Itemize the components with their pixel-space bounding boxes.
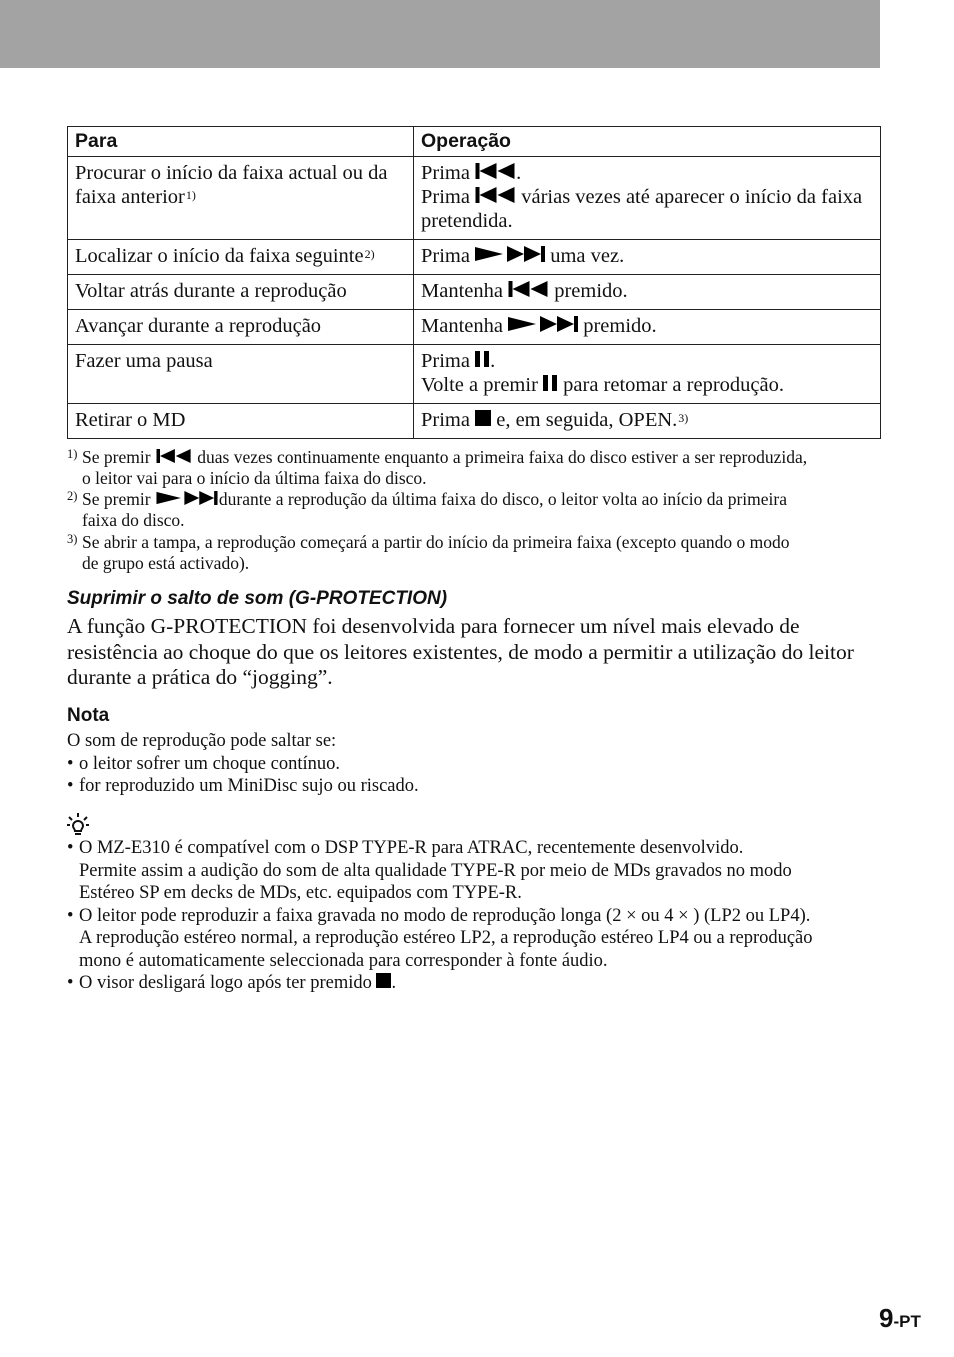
cell-text: Localizar o início da faixa seguinte <box>75 245 364 267</box>
page-number-digit: 9 <box>879 1303 894 1333</box>
table-cell-para: Avançar durante a reprodução <box>68 310 414 345</box>
table-row <box>68 275 881 310</box>
note-heading: Nota <box>67 705 110 726</box>
section-heading: Suprimir o salto de som (G-PROTECTION) <box>67 588 448 609</box>
cell-text: premido. <box>583 315 657 337</box>
previous-track-icon <box>508 281 549 297</box>
cell-text: Prima <box>421 186 470 208</box>
column-header-para: Para <box>68 127 414 157</box>
note-body <box>67 730 887 798</box>
lightbulb-icon <box>66 812 90 838</box>
table-cell-operacao <box>414 240 881 275</box>
stop-icon <box>376 973 391 988</box>
table-header-row <box>68 127 881 157</box>
table-row <box>68 345 881 404</box>
cell-text: Mantenha <box>421 315 503 337</box>
footnote-text: de grupo está activado). <box>82 553 250 573</box>
cell-text: várias vezes até aparecer o início da faixa pretendida. <box>421 186 863 232</box>
tip-text: . <box>391 973 397 993</box>
cell-text: Prima <box>421 350 470 372</box>
pause-icon <box>543 375 558 391</box>
footnote-text: o leitor vai para o início da última faixa do disco. <box>82 468 427 488</box>
table-cell-para <box>68 240 414 275</box>
tip-text: A reprodução estéreo normal, a reprodução estéreo LP2, a reprodução estéreo LP4 ou a reprodução <box>79 928 813 948</box>
footnote-text: Se premir <box>82 489 151 509</box>
footnote <box>67 532 882 574</box>
list-item <box>67 837 887 905</box>
table-row <box>68 240 881 275</box>
cell-text: . <box>516 162 522 184</box>
table-cell-operacao <box>414 157 881 240</box>
table-row <box>68 310 881 345</box>
table-row <box>68 157 881 240</box>
tip-text: mono é automaticamente seleccionada para corresponder à fonte áudio. <box>79 950 608 971</box>
table-cell-operacao <box>414 404 881 439</box>
previous-track-icon <box>475 187 516 203</box>
cell-text: Mantenha <box>421 280 503 302</box>
section-paragraph: A função G-PROTECTION foi desenvolvida para fornecer um nível mais elevado de resistência ao choque do que os leitores existentes, de modo a permitir a utilização do leitor durante a prática do “jogging”. <box>67 614 854 689</box>
list-item: • o leitor sofrer um choque contínuo. <box>67 753 887 776</box>
tip-text: O leitor pode reproduzir a faixa gravada no modo de reprodução longa (2 × ou 4 × ) (LP2 ou LP4). <box>79 905 811 926</box>
play-next-icon <box>508 316 578 332</box>
table-row <box>68 404 881 439</box>
previous-track-icon <box>155 449 193 463</box>
table-cell-para: Voltar atrás durante a reprodução <box>68 275 414 310</box>
cell-text: Prima <box>421 409 470 431</box>
footnote-number: 3) <box>67 532 78 546</box>
tip-text: Permite assim a audição do som de alta qualidade TYPE-R por meio de MDs gravados no modo <box>79 860 792 881</box>
footnote <box>67 489 882 531</box>
page-number-suffix: -PT <box>893 1312 921 1331</box>
pause-icon <box>475 351 490 367</box>
cell-text: Procurar o início da faixa actual ou da faixa anterior <box>75 162 388 208</box>
play-next-icon <box>475 246 545 262</box>
footnote-ref: 2) <box>364 247 375 261</box>
table-cell-para <box>68 157 414 240</box>
table-cell-operacao <box>414 345 881 404</box>
tip-text: O MZ-E310 é compatível com o DSP TYPE-R para ATRAC, recentemente desenvolvido. <box>79 838 744 858</box>
footnote-number: 2) <box>67 489 78 503</box>
table-cell-operacao <box>414 275 881 310</box>
previous-track-icon <box>475 163 516 179</box>
cell-text: . <box>490 350 496 372</box>
play-next-icon <box>155 491 219 505</box>
note-intro: O som de reprodução pode saltar se: <box>67 731 337 751</box>
list-item <box>67 905 887 973</box>
cell-text: Prima <box>421 162 470 184</box>
table-cell-para: Retirar o MD <box>68 404 414 439</box>
tip-text: O visor desligará logo após ter premido <box>79 973 372 993</box>
footnote <box>67 447 882 489</box>
footnote-text: duas vezes continuamente enquanto a primeira faixa do disco estiver a ser reproduzida, <box>197 447 808 467</box>
table-cell-para: Fazer uma pausa <box>68 345 414 404</box>
footnote-ref: 3) <box>678 411 689 425</box>
list-item <box>67 972 887 995</box>
cell-text: Prima <box>421 245 470 267</box>
cell-text: e, em seguida, OPEN. <box>496 409 678 431</box>
cell-text: uma vez. <box>550 245 625 267</box>
footnote-text: durante a reprodução da última faixa do disco, o leitor volta ao início da primeira <box>218 489 787 509</box>
footnote-number: 1) <box>67 447 78 461</box>
tip-text: Estéreo SP em decks de MDs, etc. equipados com TYPE-R. <box>79 883 522 903</box>
cell-text: Volte a premir <box>421 374 538 396</box>
cell-text: premido. <box>554 280 628 302</box>
operations-table <box>67 126 881 439</box>
stop-icon <box>475 410 491 426</box>
header-bar <box>0 0 880 68</box>
cell-text: para retomar a reprodução. <box>563 374 784 396</box>
footnote-text: faixa do disco. <box>82 510 185 530</box>
list-item: • for reproduzido um MiniDisc sujo ou riscado. <box>67 775 887 798</box>
footnote-ref: 1) <box>185 188 196 202</box>
footnote-text: Se abrir a tampa, a reprodução começará a partir do início da primeira faixa (excepto quando o modo <box>82 532 790 552</box>
column-header-operacao: Operação <box>414 127 881 157</box>
footnote-text: Se premir <box>82 447 151 467</box>
tips-list <box>67 837 887 995</box>
table-cell-operacao <box>414 310 881 345</box>
page-number <box>879 1303 921 1334</box>
